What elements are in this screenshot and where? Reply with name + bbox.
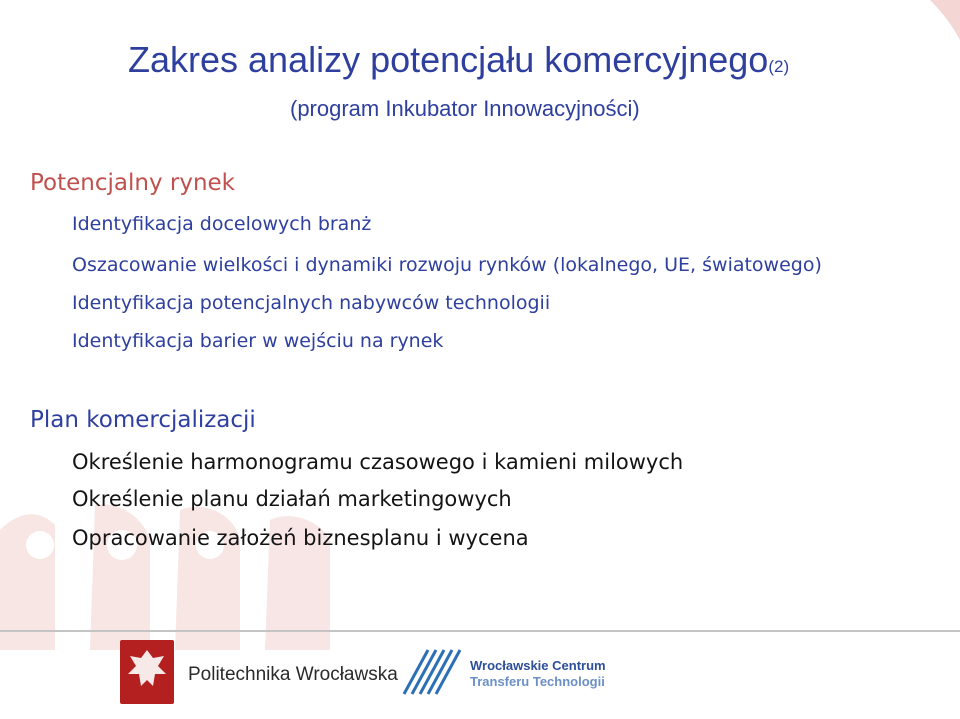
politechnika-name: Politechnika Wrocławska [188, 664, 398, 685]
wctt-logo [400, 636, 650, 716]
list-item: Identyfikacja barier w wejściu na rynek [72, 330, 444, 352]
page-subtitle: (program Inkubator Innowacyjności) [290, 96, 640, 121]
politechnika-logo [120, 636, 400, 716]
list-item: Określenie planu działań marketingowych [72, 487, 512, 511]
section-heading-plan: Plan komercjalizacji [30, 407, 256, 433]
corner-ornament [890, 0, 960, 90]
eagle-shield-icon [120, 640, 174, 704]
section-heading-market: Potencjalny rynek [30, 170, 236, 196]
footer-divider [0, 630, 960, 632]
watermark-ornament [0, 500, 330, 650]
wctt-name: Wrocławskie Centrum Transferu Technologii [470, 658, 606, 689]
list-item: Identyfikacja docelowych branż [72, 213, 372, 235]
wctt-stripes-icon [400, 644, 462, 700]
page-title: Zakres analizy potencjału komercyjnego(2) [128, 39, 790, 80]
title-suffix: (2) [768, 57, 790, 76]
list-item: Opracowanie założeń biznesplanu i wycena [72, 526, 529, 550]
list-item: Określenie harmonogramu czasowego i kamieni milowych [72, 450, 684, 474]
footer [0, 630, 960, 719]
list-item: Identyfikacja potencjalnych nabywców technologii [72, 292, 551, 314]
list-item: Oszacowanie wielkości i dynamiki rozwoju rynków (lokalnego, UE, światowego) [72, 254, 822, 276]
